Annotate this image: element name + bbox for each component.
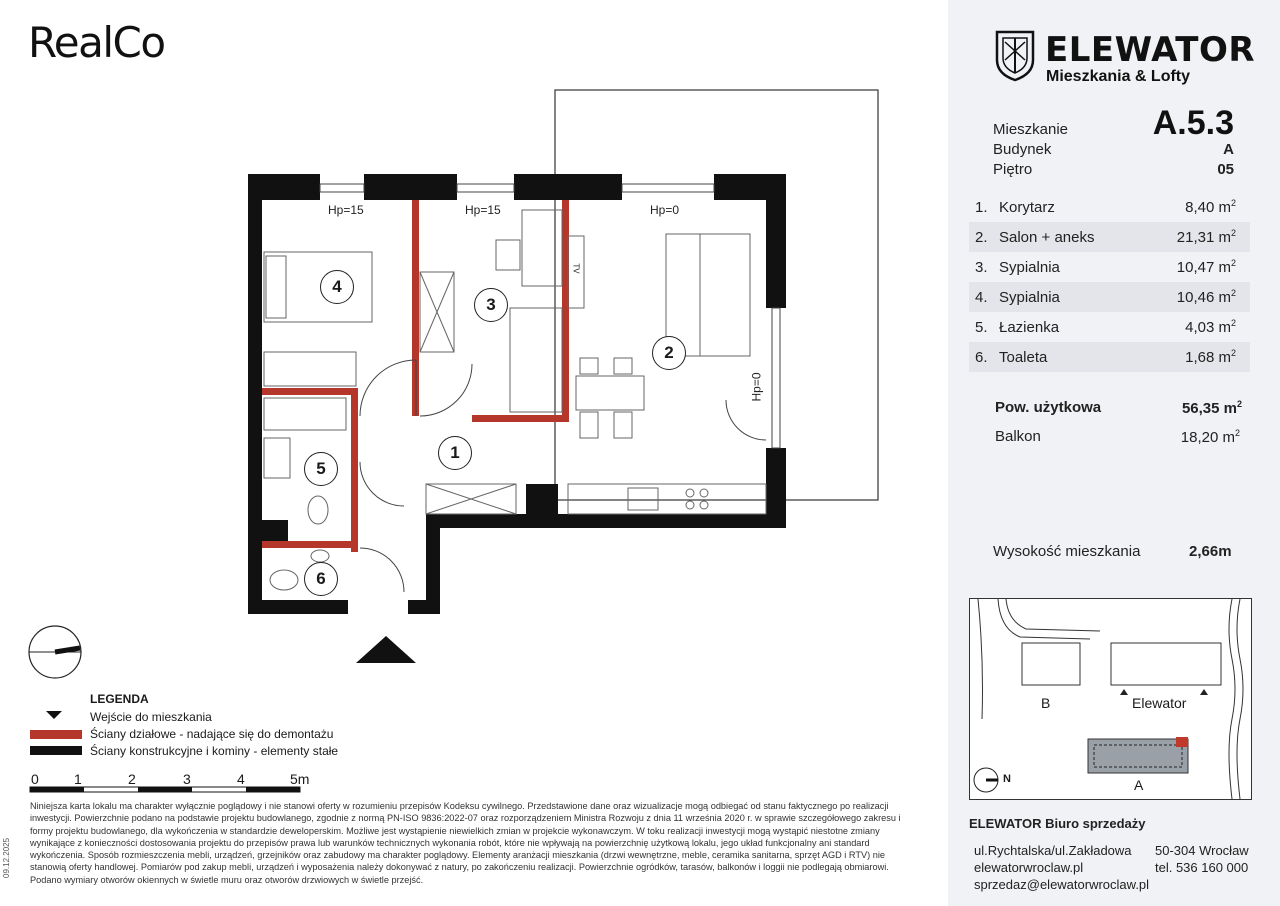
room-list	[969, 192, 1250, 372]
building-label: Budynek	[993, 141, 1052, 158]
scale-label-3: 3	[183, 771, 191, 787]
room-area: 10,47 $m^2$	[1176, 258, 1236, 276]
scale-label-4: 4	[237, 771, 245, 787]
room-number: 5.	[975, 318, 988, 336]
building-value: A	[1223, 141, 1234, 158]
date-stamp: 09.12.2025	[2, 837, 11, 878]
room-row	[969, 342, 1250, 372]
apartment-label: Mieszkanie	[993, 121, 1069, 138]
legend-structural-swatch	[30, 746, 82, 755]
room-area: 21,31 $m^2$	[1176, 228, 1236, 246]
site-label-b: B	[1041, 695, 1051, 711]
site-label-a: A	[1134, 777, 1144, 793]
entrance-arrow-icon	[356, 636, 416, 663]
legend-title: LEGENDA	[90, 692, 149, 706]
scale-label-2: 2	[128, 771, 136, 787]
office-website-link[interactable]: elewatorwroclaw.pl	[974, 860, 1084, 875]
height-label: Wysokość mieszkania	[993, 543, 1141, 560]
site-map	[969, 598, 1252, 800]
floor-value: 05	[1217, 161, 1234, 178]
room-area: 10,46 $m^2$	[1176, 288, 1236, 306]
room-number: 1.	[975, 198, 988, 216]
legend-entrance-icon	[46, 711, 62, 719]
balcony-label: Balkon	[995, 428, 1041, 445]
room-row	[969, 312, 1250, 342]
balcony-value: 18,20 $m^2$	[1180, 428, 1240, 446]
room-marker-3: 3	[474, 288, 508, 322]
usable-area-value: 56,35 $m^2$	[1181, 399, 1242, 417]
room-number: 3.	[975, 258, 988, 276]
office-phone[interactable]: tel. 536 160 000	[1155, 860, 1249, 875]
compass-icon	[29, 626, 81, 678]
office-title: ELEWATOR Biuro sprzedaży	[969, 816, 1146, 831]
apartment-code: A.5.3	[1152, 104, 1234, 142]
room-area: 1,68 $m^2$	[1185, 348, 1236, 366]
elewator-emblem-icon	[993, 26, 1037, 82]
scale-label-0: 0	[31, 771, 39, 787]
room-name: Korytarz	[999, 198, 1055, 216]
brand-name: ELEWATOR	[1045, 30, 1256, 70]
room-area: 8,40 $m^2$	[1185, 198, 1236, 216]
scale-label-1: 1	[74, 771, 82, 787]
height-value: 2,66m	[1189, 543, 1232, 560]
legend-demolish: Ściany działowe - nadające się do demontażu	[90, 727, 334, 741]
room-marker-2: 2	[652, 336, 686, 370]
plan-hp-4: Hp=0	[749, 372, 764, 402]
room-row	[969, 192, 1250, 222]
disclaimer: Niniejsza karta lokalu ma charakter wyłącznie poglądowy i nie stanowi oferty w rozumieniu przepisów Kodeksu cywilnego. Przedstawione dane oraz wizualizacje mogą odbiegać od stanu faktycznego po realizacji inwestycji. Powierzchnie podano na podstawie projektu budowlanego, zgodnie z normą PN-ISO 9836:2022-07 oraz rozporządzeniem Ministra Rozwoju z dnia 11 września 2020 r. w sprawie szczegółowego zakresu i formy projektu budowlanego, dla wykończenia w standardzie deweloperskim. Możliwe jest wystąpienie niewielkich zmian w projekcie wykonawczym. W toku realizacji inwestycji mogą wystąpić niestotne zmiany wynikające z konieczności dostosowania projektu do przepisów prawa lub warunków technicznych wykonania robót, które nie wpływają na powierzchnię użytkową lokalu, jego układ funkcjonalny ani standard wykończenia. Sposób rozmieszczenia mebli, urządzeń, grzejników oraz zabudowy ma charakter poglądowy. Elementy aranżacji mieszkania (drzwi wewnętrzne, meble, ceramika sanitarna, sprzęt AGD i RTV) nie stanowią oferty handlowej. Pomiarów pod zakup mebli, urządzeń i wyposażenia należy dokonywać z natury, po zakończeniu realizacji. Powierzchnie ogródków, tarasów, balkonów i loggii nie podlegają obmiarowi. Podano wymiary otworów okiennych w świetle muru oraz otworów drzwiowych w świetle przejść.	[30, 801, 901, 885]
scale-bar	[30, 787, 300, 792]
room-name: Toaleta	[999, 348, 1048, 366]
brand-block	[993, 26, 1256, 87]
balcony-outline	[555, 90, 878, 500]
room-marker-5: 5	[304, 452, 338, 486]
room-marker-4: 4	[320, 270, 354, 304]
room-number: 2.	[975, 228, 988, 246]
realco-logo: RealCo	[28, 18, 165, 67]
brand-subtitle: Mieszkania & Lofty	[1046, 68, 1191, 85]
room-number: 4.	[975, 288, 988, 306]
room-row	[969, 282, 1250, 312]
site-map-drawing	[970, 599, 1251, 799]
floor-label: Piętro	[993, 161, 1033, 178]
room-name: Sypialnia	[999, 258, 1060, 276]
furniture	[264, 210, 766, 592]
site-label-elewator: Elewator	[1132, 695, 1187, 711]
room-number: 6.	[975, 348, 988, 366]
room-marker-1: 1	[438, 436, 472, 470]
room-name: Łazienka	[999, 318, 1060, 336]
legend-demolish-swatch	[30, 730, 82, 739]
room-name: Sypialnia	[999, 288, 1060, 306]
office-email-link[interactable]: sprzedaz@elewatorwroclaw.pl	[974, 877, 1150, 892]
room-name: Salon + aneks	[999, 228, 1095, 246]
plan-tv-label: TV	[571, 263, 581, 274]
room-area: 4,03 $m^2$	[1185, 318, 1236, 336]
room-row	[969, 252, 1250, 282]
office-city: 50-304 Wrocław	[1155, 843, 1249, 858]
plan-hp-3: Hp=0	[650, 203, 680, 217]
plan-hp-2: Hp=15	[465, 203, 501, 217]
windows	[320, 184, 780, 448]
legend-structural: Ściany konstrukcyjne i kominy - elementy stałe	[90, 744, 339, 758]
usable-area-label: Pow. użytkowa	[995, 399, 1102, 416]
plan-hp-1: Hp=15	[328, 203, 364, 217]
legend-entrance: Wejście do mieszkania	[90, 710, 212, 724]
site-north-label: N	[1003, 773, 1011, 785]
scale-label-5: 5m	[290, 771, 310, 787]
room-marker-6: 6	[304, 562, 338, 596]
office-street: ul.Rychtalska/ul.Zakładowa	[974, 843, 1132, 858]
room-row	[969, 222, 1250, 252]
